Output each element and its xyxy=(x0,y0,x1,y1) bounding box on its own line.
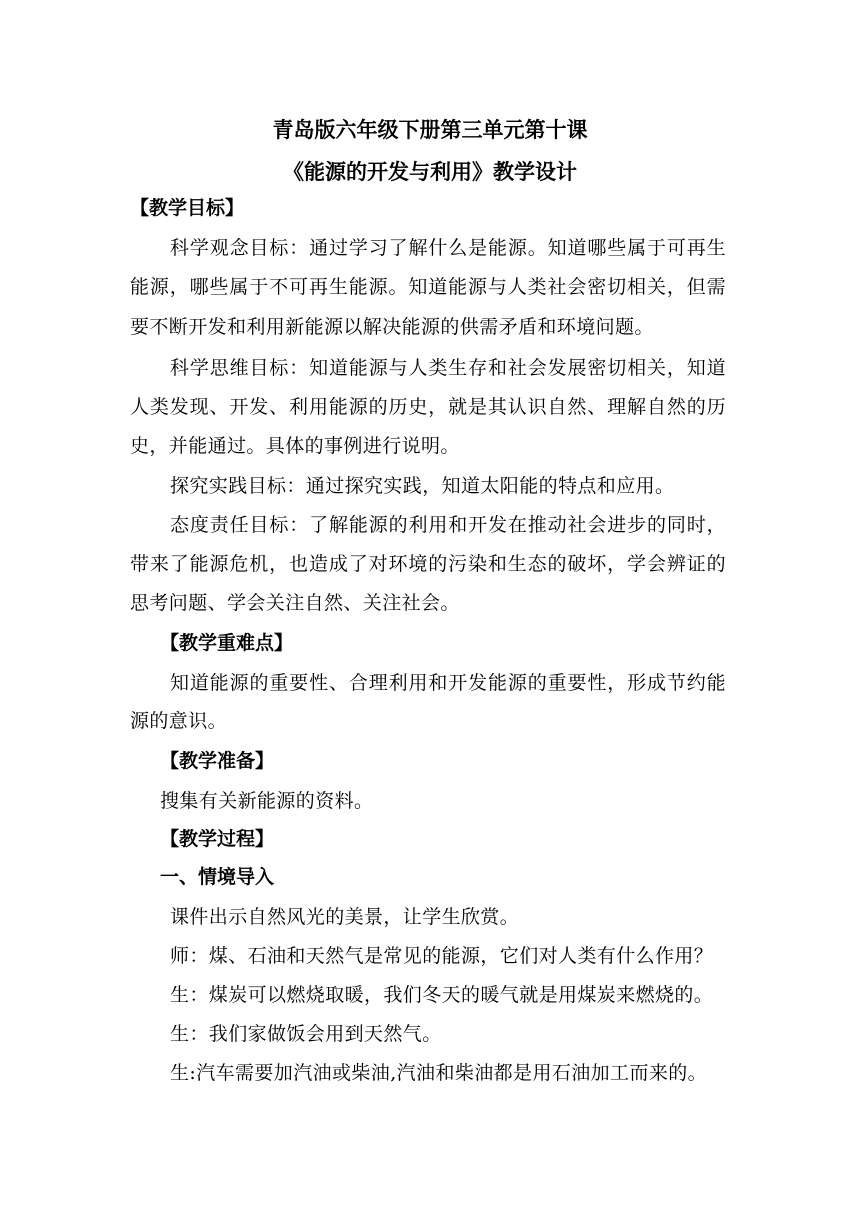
process-heading: 【教学过程】 xyxy=(160,828,275,850)
science-concept-line-1: 科学观念目标：通过学习了解什么是能源。知道哪些属于可再生 xyxy=(170,237,726,259)
key-points-line-1: 知道能源的重要性、合理利用和开发能源的重要性，形成节约能 xyxy=(170,672,726,694)
document-title-line-1: 青岛版六年级下册第三单元第十课 xyxy=(272,117,588,142)
preparation-heading: 【教学准备】 xyxy=(160,750,275,772)
preparation-text: 搜集有关新能源的资料。 xyxy=(160,790,374,812)
step1-line-4: 生：我们家做饭会用到天然气。 xyxy=(170,1023,442,1045)
step1-line-2: 师：煤、石油和天然气是常见的能源，它们对人类有什么作用？ xyxy=(170,945,714,967)
science-thinking-line-2: 人类发现、开发、利用能源的历史，就是其认识自然、理解自然的历 xyxy=(130,396,726,418)
science-concept-line-2: 能源，哪些属于不可再生能源。知道能源与人类社会密切相关，但需 xyxy=(130,276,726,298)
step1-line-1: 课件出示自然风光的美景，让学生欣赏。 xyxy=(170,906,520,928)
objectives-heading: 【教学目标】 xyxy=(130,197,245,219)
inquiry-practice-line-1: 探究实践目标：通过探究实践，知道太阳能的特点和应用。 xyxy=(170,475,675,497)
key-points-heading: 【教学重难点】 xyxy=(160,632,294,654)
step1-line-5: 生:汽车需要加汽油或柴油,汽油和柴油都是用石油加工而来的。 xyxy=(170,1062,708,1084)
attitude-line-3: 思考问题、学会关注自然、关注社会。 xyxy=(130,592,460,614)
science-concept-line-3: 要不断开发和利用新能源以解决能源的供需矛盾和环境问题。 xyxy=(130,316,654,338)
attitude-line-1: 态度责任目标：了解能源的利用和开发在推动社会进步的同时， xyxy=(170,514,726,536)
science-thinking-line-3: 史，并能通过。具体的事例进行说明。 xyxy=(130,435,460,457)
step1-line-3: 生：煤炭可以燃烧取暖，我们冬天的暖气就是用煤炭来燃烧的。 xyxy=(170,984,714,1006)
science-thinking-line-1: 科学思维目标：知道能源与人类生存和社会发展密切相关，知道 xyxy=(170,357,726,379)
document-title-line-2: 《能源的开发与利用》教学设计 xyxy=(283,159,577,184)
attitude-line-2: 带来了能源危机，也造成了对环境的污染和生态的破坏，学会辨证的 xyxy=(130,553,726,575)
step1-heading: 一、情境导入 xyxy=(160,866,275,888)
key-points-line-2: 源的意识。 xyxy=(130,710,228,732)
